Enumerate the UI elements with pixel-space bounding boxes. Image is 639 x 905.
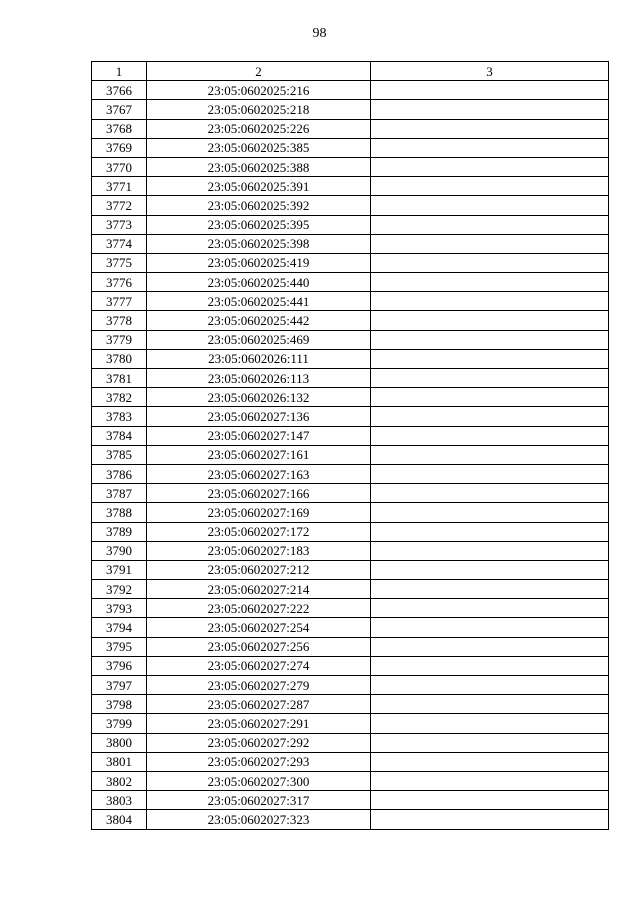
- cadastral-number-cell: 23:05:0602027:163: [147, 464, 371, 483]
- table-row: [92, 637, 609, 656]
- table-row: [92, 119, 609, 138]
- cadastral-number-cell: 23:05:0602027:214: [147, 580, 371, 599]
- table-row: [92, 311, 609, 330]
- note-cell: [371, 503, 609, 522]
- table-row: [92, 580, 609, 599]
- row-number-cell: 3791: [92, 560, 147, 579]
- cadastral-number-cell: 23:05:0602026:113: [147, 369, 371, 388]
- cadastral-number-cell: 23:05:0602025:440: [147, 273, 371, 292]
- cadastral-number-cell: 23:05:0602025:419: [147, 253, 371, 272]
- table-row: [92, 407, 609, 426]
- row-number-cell: 3789: [92, 522, 147, 541]
- table-row: [92, 733, 609, 752]
- cadastral-number-cell: 23:05:0602025:391: [147, 177, 371, 196]
- note-cell: [371, 273, 609, 292]
- note-cell: [371, 714, 609, 733]
- note-cell: [371, 599, 609, 618]
- note-cell: [371, 733, 609, 752]
- page-number: 98: [312, 26, 327, 41]
- row-number-cell: 3781: [92, 369, 147, 388]
- table-row: [92, 81, 609, 100]
- table-row: [92, 369, 609, 388]
- cadastral-number-cell: 23:05:0602027:300: [147, 771, 371, 790]
- cadastral-number-cell: 23:05:0602025:388: [147, 157, 371, 176]
- header-row: [92, 62, 609, 81]
- table-row: [92, 752, 609, 771]
- table-row: [92, 771, 609, 790]
- table-row: [92, 464, 609, 483]
- row-number-cell: 3799: [92, 714, 147, 733]
- note-cell: [371, 580, 609, 599]
- table-row: [92, 484, 609, 503]
- cadastral-number-cell: 23:05:0602027:136: [147, 407, 371, 426]
- table-row: [92, 599, 609, 618]
- table-row: [92, 426, 609, 445]
- row-number-cell: 3787: [92, 484, 147, 503]
- note-cell: [371, 311, 609, 330]
- note-cell: [371, 618, 609, 637]
- header-col-1: 1: [92, 62, 147, 81]
- cadastral-number-cell: 23:05:0602027:254: [147, 618, 371, 637]
- table-row: [92, 676, 609, 695]
- note-cell: [371, 810, 609, 829]
- note-cell: [371, 771, 609, 790]
- table-row: [92, 445, 609, 464]
- row-number-cell: 3766: [92, 81, 147, 100]
- row-number-cell: 3803: [92, 791, 147, 810]
- note-cell: [371, 464, 609, 483]
- cadastral-number-cell: 23:05:0602027:317: [147, 791, 371, 810]
- cadastral-number-cell: 23:05:0602027:172: [147, 522, 371, 541]
- table-row: [92, 388, 609, 407]
- note-cell: [371, 445, 609, 464]
- note-cell: [371, 560, 609, 579]
- cadastral-number-cell: 23:05:0602027:287: [147, 695, 371, 714]
- note-cell: [371, 637, 609, 656]
- cadastral-number-cell: 23:05:0602025:218: [147, 100, 371, 119]
- row-number-cell: 3769: [92, 138, 147, 157]
- row-number-cell: 3786: [92, 464, 147, 483]
- note-cell: [371, 234, 609, 253]
- row-number-cell: 3793: [92, 599, 147, 618]
- note-cell: [371, 541, 609, 560]
- row-number-cell: 3770: [92, 157, 147, 176]
- cadastral-number-cell: 23:05:0602025:469: [147, 330, 371, 349]
- row-number-cell: 3790: [92, 541, 147, 560]
- note-cell: [371, 656, 609, 675]
- cadastral-number-cell: 23:05:0602027:183: [147, 541, 371, 560]
- row-number-cell: 3797: [92, 676, 147, 695]
- row-number-cell: 3802: [92, 771, 147, 790]
- row-number-cell: 3801: [92, 752, 147, 771]
- note-cell: [371, 791, 609, 810]
- table-header: [92, 62, 609, 81]
- cadastral-number-cell: 23:05:0602027:166: [147, 484, 371, 503]
- table-row: [92, 157, 609, 176]
- note-cell: [371, 426, 609, 445]
- cadastral-number-cell: 23:05:0602027:292: [147, 733, 371, 752]
- note-cell: [371, 388, 609, 407]
- table-row: [92, 541, 609, 560]
- note-cell: [371, 484, 609, 503]
- cadastral-number-cell: 23:05:0602026:111: [147, 349, 371, 368]
- row-number-cell: 3767: [92, 100, 147, 119]
- table-row: [92, 215, 609, 234]
- note-cell: [371, 676, 609, 695]
- row-number-cell: 3782: [92, 388, 147, 407]
- note-cell: [371, 81, 609, 100]
- table-row: [92, 100, 609, 119]
- table-row: [92, 196, 609, 215]
- note-cell: [371, 349, 609, 368]
- cadastral-table: [91, 61, 609, 830]
- table-row: [92, 234, 609, 253]
- cadastral-number-cell: 23:05:0602027:274: [147, 656, 371, 675]
- table-row: [92, 253, 609, 272]
- note-cell: [371, 752, 609, 771]
- table-row: [92, 618, 609, 637]
- table-row: [92, 138, 609, 157]
- table-row: [92, 349, 609, 368]
- note-cell: [371, 177, 609, 196]
- cadastral-number-cell: 23:05:0602025:442: [147, 311, 371, 330]
- note-cell: [371, 253, 609, 272]
- cadastral-number-cell: 23:05:0602026:132: [147, 388, 371, 407]
- cadastral-number-cell: 23:05:0602027:222: [147, 599, 371, 618]
- row-number-cell: 3772: [92, 196, 147, 215]
- header-col-3: 3: [371, 62, 609, 81]
- cadastral-number-cell: 23:05:0602025:226: [147, 119, 371, 138]
- cadastral-number-cell: 23:05:0602027:147: [147, 426, 371, 445]
- note-cell: [371, 119, 609, 138]
- row-number-cell: 3768: [92, 119, 147, 138]
- note-cell: [371, 369, 609, 388]
- note-cell: [371, 330, 609, 349]
- cadastral-number-cell: 23:05:0602025:395: [147, 215, 371, 234]
- cadastral-number-cell: 23:05:0602027:323: [147, 810, 371, 829]
- row-number-cell: 3798: [92, 695, 147, 714]
- cadastral-number-cell: 23:05:0602025:398: [147, 234, 371, 253]
- cadastral-number-cell: 23:05:0602025:216: [147, 81, 371, 100]
- cadastral-number-cell: 23:05:0602027:161: [147, 445, 371, 464]
- row-number-cell: 3779: [92, 330, 147, 349]
- note-cell: [371, 196, 609, 215]
- table-row: [92, 656, 609, 675]
- cadastral-number-cell: 23:05:0602025:441: [147, 292, 371, 311]
- header-col-2: 2: [147, 62, 371, 81]
- row-number-cell: 3780: [92, 349, 147, 368]
- table-row: [92, 560, 609, 579]
- row-number-cell: 3804: [92, 810, 147, 829]
- row-number-cell: 3775: [92, 253, 147, 272]
- row-number-cell: 3785: [92, 445, 147, 464]
- row-number-cell: 3773: [92, 215, 147, 234]
- cadastral-number-cell: 23:05:0602027:293: [147, 752, 371, 771]
- cadastral-number-cell: 23:05:0602027:291: [147, 714, 371, 733]
- row-number-cell: 3778: [92, 311, 147, 330]
- row-number-cell: 3784: [92, 426, 147, 445]
- note-cell: [371, 407, 609, 426]
- cadastral-number-cell: 23:05:0602027:169: [147, 503, 371, 522]
- table-row: [92, 292, 609, 311]
- row-number-cell: 3795: [92, 637, 147, 656]
- table-row: [92, 714, 609, 733]
- note-cell: [371, 695, 609, 714]
- row-number-cell: 3776: [92, 273, 147, 292]
- row-number-cell: 3800: [92, 733, 147, 752]
- cadastral-number-cell: 23:05:0602027:256: [147, 637, 371, 656]
- note-cell: [371, 522, 609, 541]
- table-row: [92, 503, 609, 522]
- cadastral-number-cell: 23:05:0602025:392: [147, 196, 371, 215]
- table-row: [92, 695, 609, 714]
- cadastral-number-cell: 23:05:0602027:279: [147, 676, 371, 695]
- table-row: [92, 791, 609, 810]
- row-number-cell: 3788: [92, 503, 147, 522]
- row-number-cell: 3777: [92, 292, 147, 311]
- row-number-cell: 3783: [92, 407, 147, 426]
- row-number-cell: 3774: [92, 234, 147, 253]
- table-row: [92, 273, 609, 292]
- table-row: [92, 177, 609, 196]
- note-cell: [371, 157, 609, 176]
- cadastral-number-cell: 23:05:0602027:212: [147, 560, 371, 579]
- note-cell: [371, 100, 609, 119]
- table-row: [92, 810, 609, 829]
- row-number-cell: 3792: [92, 580, 147, 599]
- note-cell: [371, 138, 609, 157]
- row-number-cell: 3771: [92, 177, 147, 196]
- table-row: [92, 330, 609, 349]
- row-number-cell: 3796: [92, 656, 147, 675]
- table-row: [92, 522, 609, 541]
- table-body: [92, 81, 609, 829]
- note-cell: [371, 215, 609, 234]
- row-number-cell: 3794: [92, 618, 147, 637]
- note-cell: [371, 292, 609, 311]
- cadastral-number-cell: 23:05:0602025:385: [147, 138, 371, 157]
